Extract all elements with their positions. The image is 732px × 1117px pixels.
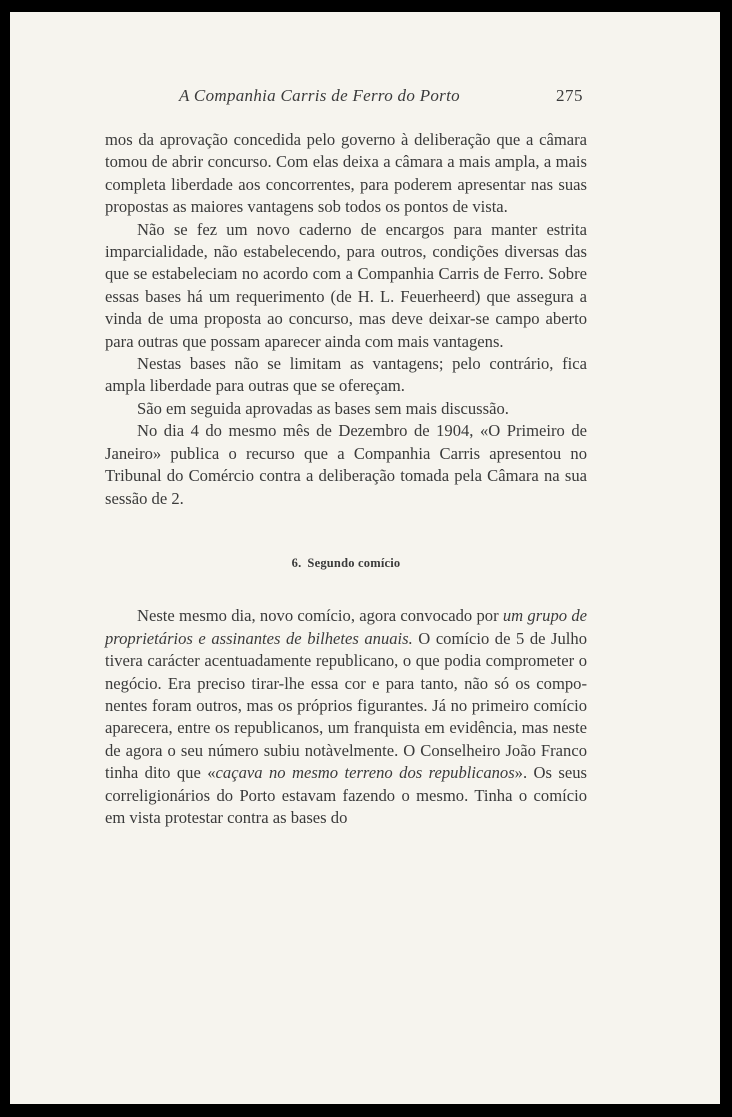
paragraph-comicio-italic-2: caçava no mesmo terreno dos republicanos [215,763,515,783]
paragraph-caderno: Não se fez um novo caderno de encargos para manter estrita imparcialidade, não estabelecendo, para outros, condições diversas das que se estabeleciam no acordo com a Companhia Carris de Ferro. Sobre essas bases há um requerimento (de H. L. Feuerheerd) que assegura a vinda de uma proposta ao concurso, mas deve deixar-se campo aberto para outras que possam aparecer ainda com mais vantagens. [105,219,587,351]
paragraph-bases: Nestas bases não se limitam as vantagens; pelo contrário, fica ampla liberdade para outras que se ofereçam. [105,354,587,396]
paragraph-comicio-text-1: Neste mesmo dia, novo comício, agora convocado por [137,606,503,626]
section-title: Segundo comício [307,555,401,570]
paragraph-aprovadas: São em seguida aprovadas as bases sem mais discussão. [137,398,509,418]
paragraph-comicio-italic-1: um grupo de proprietários e assinantes de bilhetes anuais. [105,606,587,648]
page-number: 275 [556,86,583,105]
paragraph-continuation: mos da aprovação concedida pelo governo à deliberação que a câmara tomou de abrir concurso. Com elas deixa a câmara a mais ampla, a mais completa liberdade aos concorrentes, para poderem apresentar nas suas propostas as maiores vantagens sob todos os pontos de vista. [105,130,587,217]
paragraph-comicio-text-2: O comício de 5 de Julho tivera carácter acentuadamente republicano, o que podia comprometer o negócio. Era preciso tirar-lhe essa cor e para tanto, não só os componentes foram outros, mas os próprios figurantes. Já no primeiro comício aparecera, entre os republicanos, um franquista em evidência, mas neste de agora o seu número subiu notàvelmente. O Conselheiro João Franco tinha dito que « [105,628,587,783]
text-block [105,85,587,829]
book-page [10,12,720,1104]
running-title: A Companhia Carris de Ferro do Porto [179,86,460,105]
paragraph-comicio [105,605,587,829]
section-number: 6. [291,555,302,570]
paragraph-recurso: No dia 4 do mesmo mês de Dezembro de 1904, «O Primeiro de Janeiro» publica o recurso que a Companhia Carris apresentou no Tribunal do Comércio contra a deliberação tomada pela Câmara na sua sessão de 2. [105,421,587,508]
paragraph-comicio-text-3: ». Os seus correligionários do Porto estavam fazendo o mesmo. Tinha o comício em vista protestar contra as bases do [105,763,587,827]
running-header [105,85,587,113]
section-heading [105,552,587,574]
